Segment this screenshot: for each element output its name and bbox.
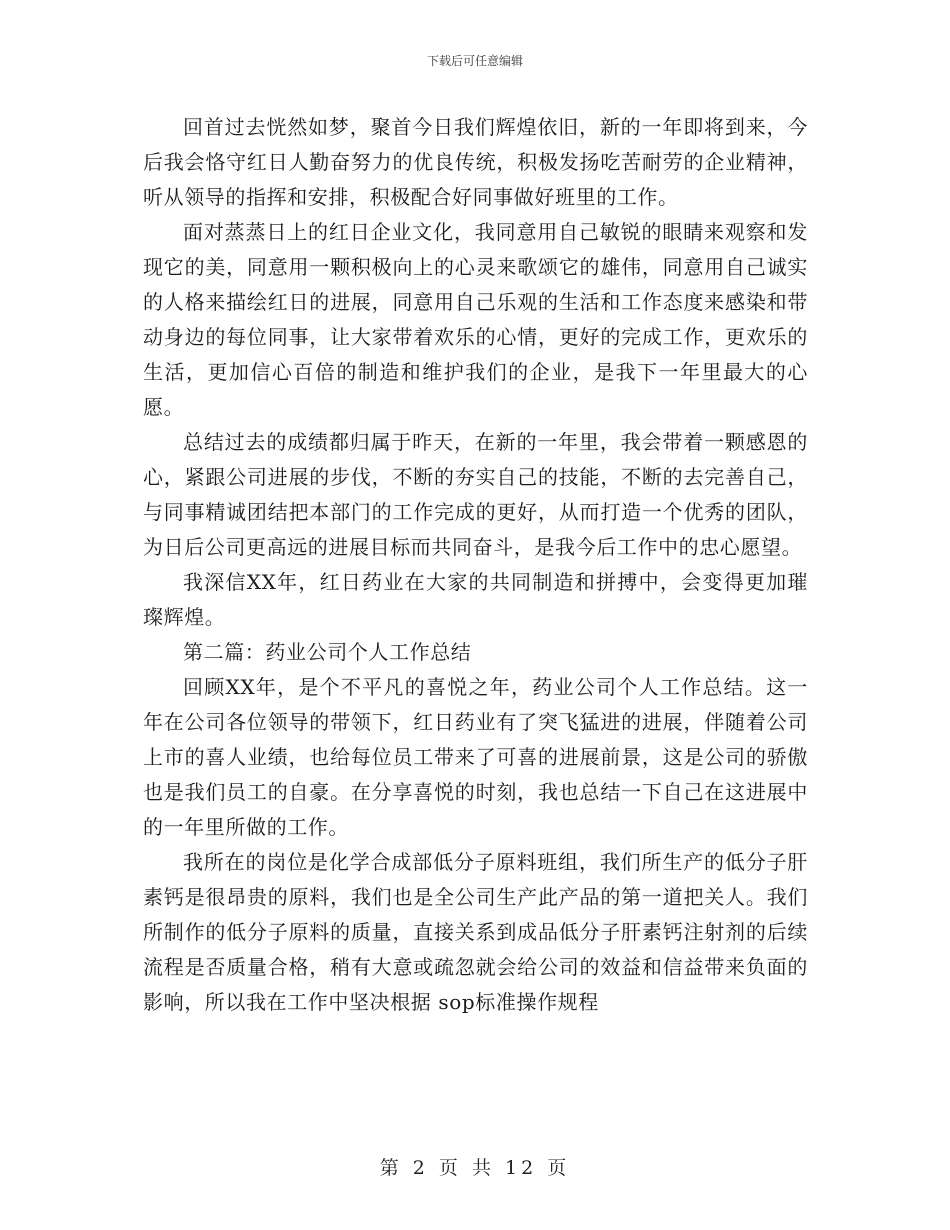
body-paragraph: 面对蒸蒸日上的红日企业文化，我同意用自己敏锐的眼睛来观察和发现它的美，同意用一颗积极向上的心灵来歌颂它的雄伟，同意用自己诚实的人格来描绘红日的进展，同意用自己乐观的生活和工作态度来感染和带动身边的每位同事，让大家带着欢乐的心情，更好的完成工作，更欢乐的生活，更加信心百倍的制造和维护我们的企业，是我下一年里最大的心愿。 [143, 220, 808, 419]
body-paragraph: 回顾XX年，是个不平凡的喜悦之年，药业公司个人工作总结。这一年在公司各位领导的带领下，红日药业有了突飞猛进的进展，伴随着公司上市的喜人业绩，也给每位员工带来了可喜的进展前景，这是公司的骄傲也是我们员工的自豪。在分享喜悦的时刻，我也总结一下自己在这进展中的一年里所做的工作。 [143, 675, 808, 839]
body-paragraph: 我所在的岗位是化学合成部低分子原料班组，我们所生产的低分子肝素钙是很昂贵的原料，我们也是全公司生产此产品的第一道把关人。我们所制作的低分子原料的质量，直接关系到成品低分子肝素钙注射剂的后续流程是否质量合格，稍有大意或疏忽就会给公司的效益和信益带来负面的影响，所以我在工作中坚决根据 sop标准操作规程 [143, 850, 808, 1014]
body-paragraph: 回首过去恍然如梦，聚首今日我们辉煌依旧，新的一年即将到来，今后我会恪守红日人勤奋努力的优良传统，积极发扬吃苦耐劳的企业精神，听从领导的指挥和安排，积极配合好同事做好班里的工作。 [143, 115, 808, 209]
body-paragraph: 总结过去的成绩都归属于昨天，在新的一年里，我会带着一颗感恩的心，紧跟公司进展的步伐，不断的夯实自己的技能，不断的去完善自己，与同事精诚团结把本部门的工作完成的更好，从而打造一个优秀的团队，为日后公司更高远的进展目标而共同奋斗，是我今后工作中的忠心愿望。 [143, 430, 808, 559]
document-body [143, 110, 808, 1020]
body-paragraph: 我深信XX年，红日药业在大家的共同制造和拼搏中，会变得更加璀璨辉煌。 [143, 570, 808, 629]
page-header-note: 下载后可任意编辑 [426, 54, 523, 68]
section-title: 第二篇：药业公司个人工作总结 [183, 640, 472, 664]
page-number-footer: 第 2 页 共 12 页 [379, 1157, 571, 1179]
